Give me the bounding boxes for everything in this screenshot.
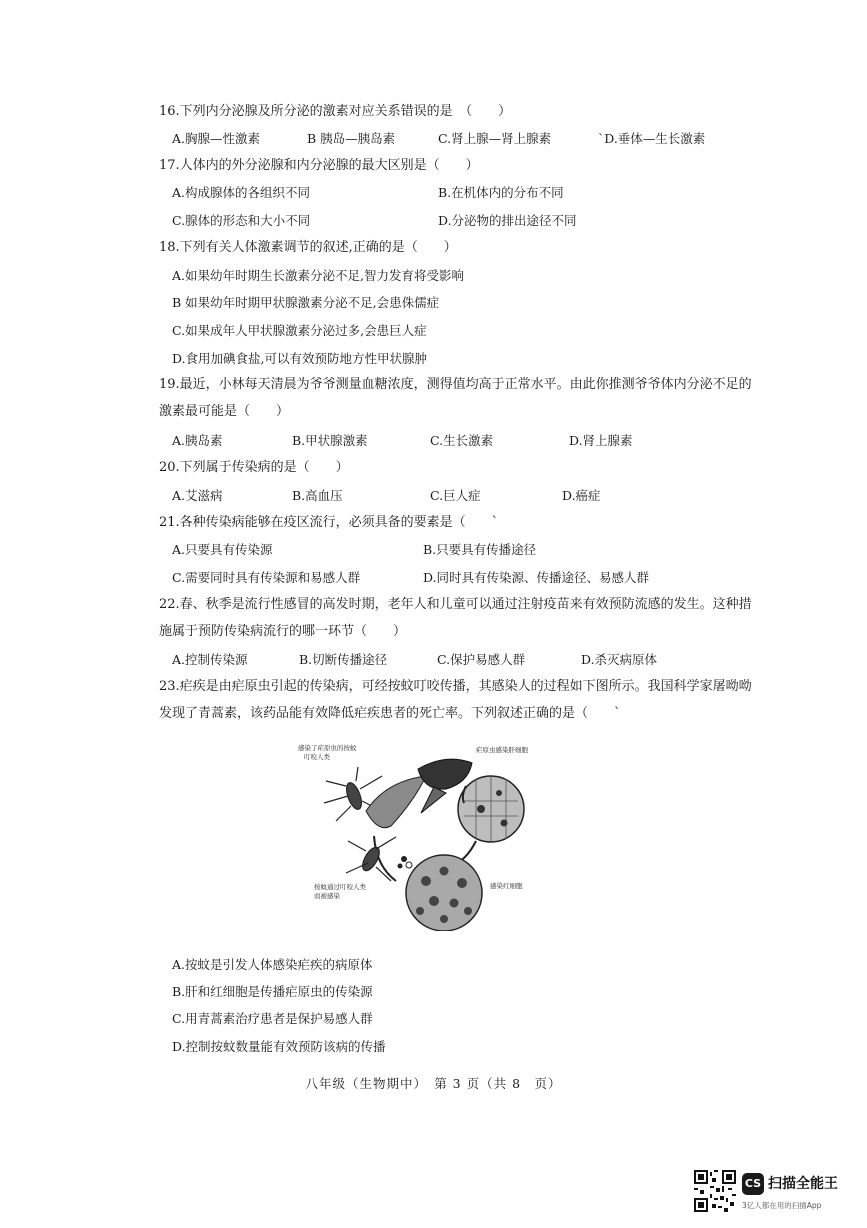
liver-cells-icon — [458, 776, 524, 842]
question-16-option-c: C.肾上腺—肾上腺素 — [438, 131, 552, 146]
question-17-option-d: D.分泌物的排出途径不同 — [438, 213, 577, 228]
question-18-option-a: A.如果幼年时期生长激素分泌不足,智力发育将受影响 — [172, 268, 464, 283]
question-18-option-c: C.如果成年人甲状腺激素分泌过多,会患巨人症 — [172, 323, 427, 338]
question-23-stem-line2: 发现了青蒿素，该药品能有效降低疟疾患者的死亡率。下列叙述正确的是（ ` — [159, 706, 621, 721]
question-22-stem-line2: 施属于预防传染病流行的哪一环节（ ） — [159, 624, 407, 639]
question-17-option-a: A.构成腺体的各组织不同 — [172, 185, 311, 200]
figure-label-mosquito-infected-2: 而被感染 — [314, 892, 340, 900]
question-21-option-b: B.只要具有传播途径 — [423, 542, 537, 557]
question-19-option-d: D.肾上腺素 — [569, 433, 633, 448]
question-20-stem: 20.下列属于传染病的是（ ） — [159, 460, 349, 475]
question-23-option-d: D.控制按蚊数量能有效预防该病的传播 — [172, 1039, 386, 1054]
question-22-stem-line1: 22.春、秋季是流行性感冒的高发时期，老年人和儿童可以通过注射疫苗来有效预防流感的发生。这种措 — [159, 597, 752, 612]
liver-icon — [418, 759, 472, 789]
scanner-watermark — [694, 1170, 864, 1220]
page-footer: 八年级（生物期中） 第 3 页（共 8 页） — [305, 1076, 562, 1091]
question-23-option-b: B.肝和红细胞是传播疟原虫的传染源 — [172, 984, 373, 999]
figure-label-bite-human: 叮咬人类 — [304, 753, 330, 761]
qr-code-icon — [694, 1170, 736, 1212]
figure-label-red-cell-infection: 感染红细胞 — [490, 882, 523, 890]
question-16-option-b: B 胰岛—胰岛素 — [307, 131, 396, 146]
question-17-option-b: B.在机体内的分布不同 — [438, 185, 564, 200]
question-21-option-c: C.需要同时具有传染源和易感人群 — [172, 570, 361, 585]
question-18-option-b: B 如果幼年时期甲状腺激素分泌不足,会患侏儒症 — [172, 295, 440, 310]
question-19-stem-line1: 19.最近，小林每天清晨为爷爷测量血糖浓度，测得值均高于正常水平。由此你推测爷爷体内分泌不足的 — [159, 377, 752, 392]
question-19-option-b: B.甲状腺激素 — [292, 433, 368, 448]
question-23-option-c: C.用青蒿素治疗患者是保护易感人群 — [172, 1011, 373, 1026]
question-20-option-a: A.艾滋病 — [172, 488, 223, 503]
question-17-option-c: C.腺体的形态和大小不同 — [172, 213, 311, 228]
malaria-cycle-figure — [296, 741, 541, 931]
question-16-stem: 16.下列内分泌腺及所分泌的激素对应关系错误的是 （ ） — [159, 104, 512, 119]
question-20-option-b: B.高血压 — [292, 488, 343, 503]
camscanner-title: 扫描全能王 — [768, 1176, 838, 1192]
question-21-option-d: D.同时具有传染源、传播途径、易感人群 — [423, 570, 650, 585]
figure-label-infected-mosquito: 感染了疟原虫的按蚊 — [298, 744, 357, 752]
question-22-option-a: A.控制传染源 — [172, 652, 248, 667]
parasite-dot-icon — [401, 856, 407, 862]
question-19-option-a: A.胰岛素 — [172, 433, 223, 448]
figure-label-mosquito-infected-1: 按蚊通过叮咬人类 — [314, 883, 366, 891]
skin-icon — [366, 776, 426, 828]
question-20-option-c: C.巨人症 — [430, 488, 481, 503]
red-blood-cells-icon — [406, 855, 482, 931]
question-22-option-d: D.杀灭病原体 — [581, 652, 658, 667]
question-16-option-a: A.胸腺—性激素 — [172, 131, 261, 146]
question-20-option-d: D.癌症 — [562, 488, 601, 503]
question-21-stem: 21.各种传染病能够在疫区流行，必须具备的要素是（ ` — [159, 515, 499, 530]
question-22-option-b: B.切断传播途径 — [299, 652, 388, 667]
question-21-option-a: A.只要具有传染源 — [172, 542, 273, 557]
figure-label-liver-infection: 疟原虫感染肝细胞 — [476, 746, 528, 754]
question-16-option-d: `D.垂体—生长激素 — [598, 131, 706, 146]
camscanner-subtitle: 3亿人都在用的扫描App — [742, 1201, 822, 1210]
camscanner-logo-icon: CS — [742, 1173, 764, 1195]
question-19-stem-line2: 激素最可能是（ ） — [159, 404, 290, 419]
question-23-stem-line1: 23.疟疾是由疟原虫引起的传染病，可经按蚊叮咬传播，其感染人的过程如下图所示。我国科学家屠呦呦 — [159, 679, 752, 694]
question-18-stem: 18.下列有关人体激素调节的叙述,正确的是（ ） — [159, 240, 457, 255]
question-18-option-d: D.食用加碘食盐,可以有效预防地方性甲状腺肿 — [172, 351, 428, 366]
question-22-option-c: C.保护易感人群 — [437, 652, 526, 667]
question-19-option-c: C.生长激素 — [430, 433, 494, 448]
question-17-stem: 17.人体内的外分泌腺和内分泌腺的最大区别是（ ） — [159, 158, 479, 173]
question-23-option-a: A.按蚊是引发人体感染疟疾的病原体 — [172, 957, 373, 972]
